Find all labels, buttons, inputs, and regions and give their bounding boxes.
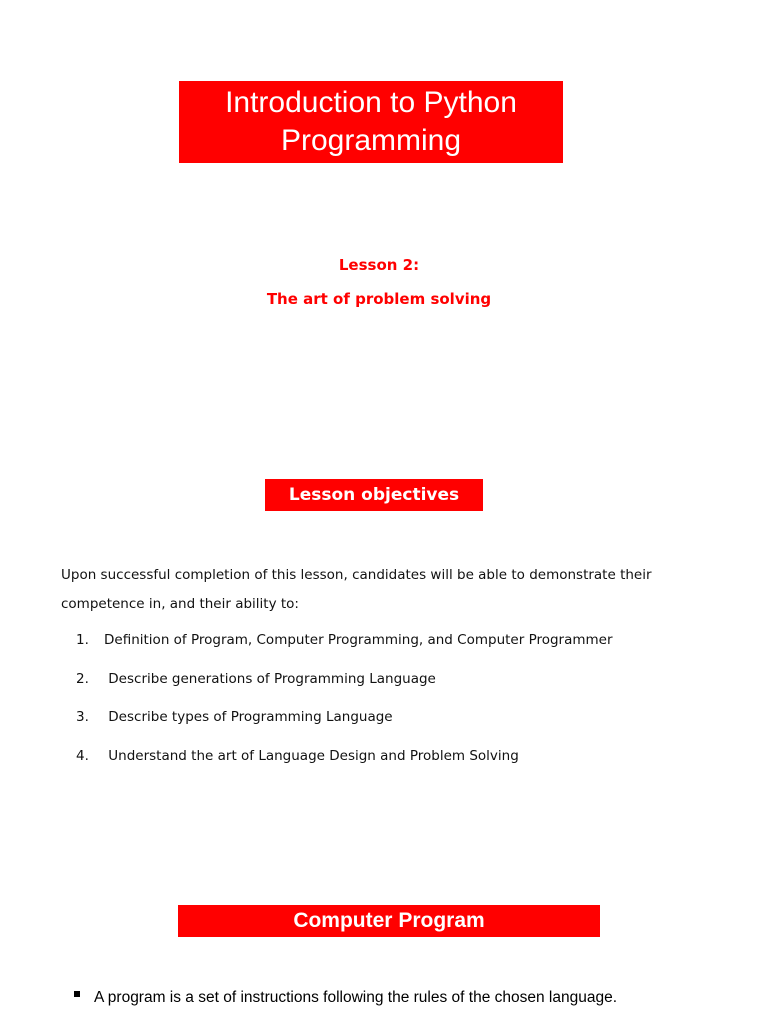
bullet-text: A program is a set of instructions following the rules of the chosen language. bbox=[94, 989, 617, 1006]
objective-text: Describe types of Programming Language bbox=[104, 709, 393, 725]
objective-item bbox=[76, 629, 736, 668]
lesson-number: Lesson 2: bbox=[338, 256, 420, 274]
objectives-heading: Lesson objectives bbox=[265, 479, 483, 511]
objectives-intro: Upon successful completion of this lesson, candidates will be able to demonstrate their competence in, and their ability to: bbox=[61, 567, 652, 612]
objectives-list bbox=[76, 629, 736, 783]
section-heading-computer-program: Computer Program bbox=[178, 905, 600, 937]
objective-number: 1. bbox=[76, 632, 89, 648]
objective-number: 2. bbox=[76, 670, 89, 687]
objective-text: Understand the art of Language Design and Problem Solving bbox=[104, 747, 519, 764]
document-title bbox=[179, 81, 563, 163]
title-line-2: Programming bbox=[280, 124, 462, 157]
objective-text: Describe generations of Programming Language bbox=[104, 670, 436, 687]
objective-item bbox=[76, 668, 736, 707]
objective-item bbox=[76, 706, 736, 745]
objective-text: Definition of Program, Computer Programming, and Computer Programmer bbox=[104, 632, 613, 648]
lesson-subtitle: The art of problem solving bbox=[266, 290, 492, 308]
bullet-item bbox=[74, 987, 754, 1009]
objective-item bbox=[76, 745, 736, 784]
objective-number: 4. bbox=[76, 747, 89, 764]
title-line-1: Introduction to Python bbox=[225, 86, 517, 119]
objective-number: 3. bbox=[76, 709, 89, 725]
square-bullet-icon bbox=[74, 991, 80, 997]
